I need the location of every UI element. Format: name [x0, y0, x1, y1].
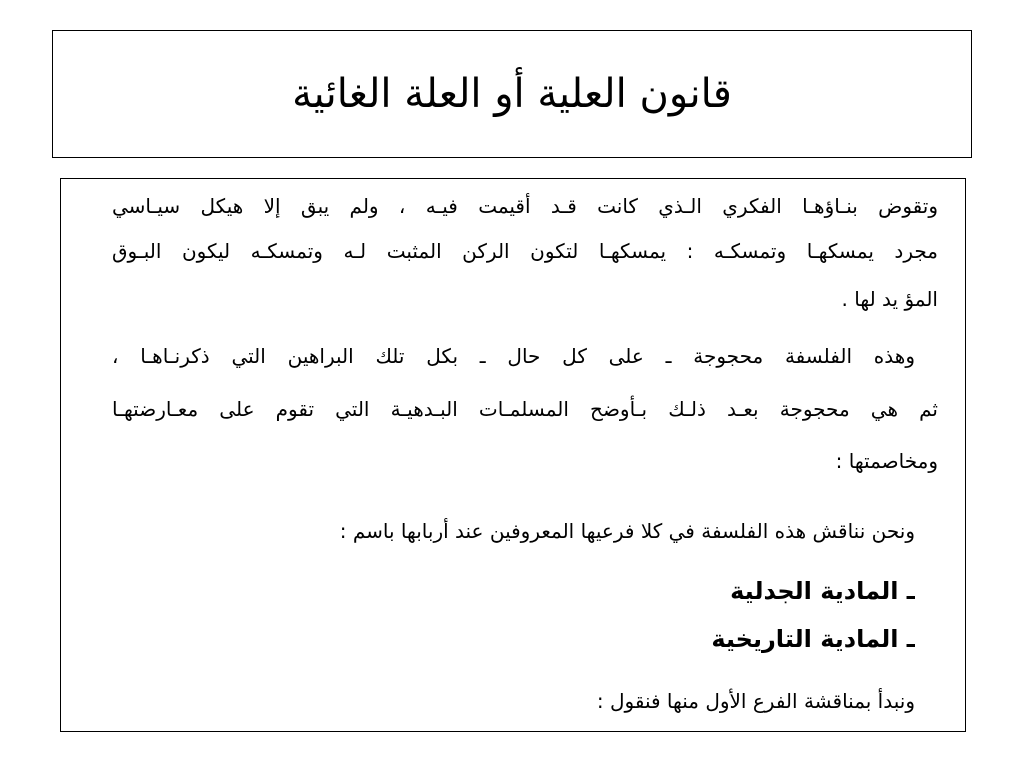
slide-title: قانون العلية أو العلة الغائية — [292, 71, 732, 117]
text-line: ونبدأ بمناقشة الفرع الأول منها فنقول : — [596, 689, 915, 713]
text-line: ثم هي محجوجة بعـد ذلـك بـأوضح المسلمـات البـدهيـة التي تقوم على معـارضتهـا — [112, 397, 938, 421]
text-line: المؤ يد لها . — [841, 287, 938, 311]
heading-historical-materialism: ـ المادية التاريخية — [711, 625, 915, 653]
text-line: وهذه الفلسفة محجوجة ـ على كل حال ـ بكل تلك البراهين التي ذكرنـاهـا ، — [112, 344, 915, 368]
text-line: ونحن نناقش هذه الفلسفة في كلا فرعيها المعروفين عند أربابها باسم : — [339, 519, 915, 543]
content-box — [60, 178, 966, 732]
text-line: مجرد يمسكهـا وتمسكـه : يمسكهـا لتكون الركن المثبت لـه وتمسكـه ليكون البـوق — [112, 239, 938, 263]
text-line: ومخاصمتها : — [835, 449, 938, 473]
text-line: وتقوض بنـاؤهـا الفكري الـذي كانت قـد أقيمت فيـه ، ولم يبق إلا هيكل سيـاسي — [112, 194, 938, 218]
heading-dialectical-materialism: ـ المادية الجدلية — [730, 577, 915, 605]
title-box — [52, 30, 972, 158]
